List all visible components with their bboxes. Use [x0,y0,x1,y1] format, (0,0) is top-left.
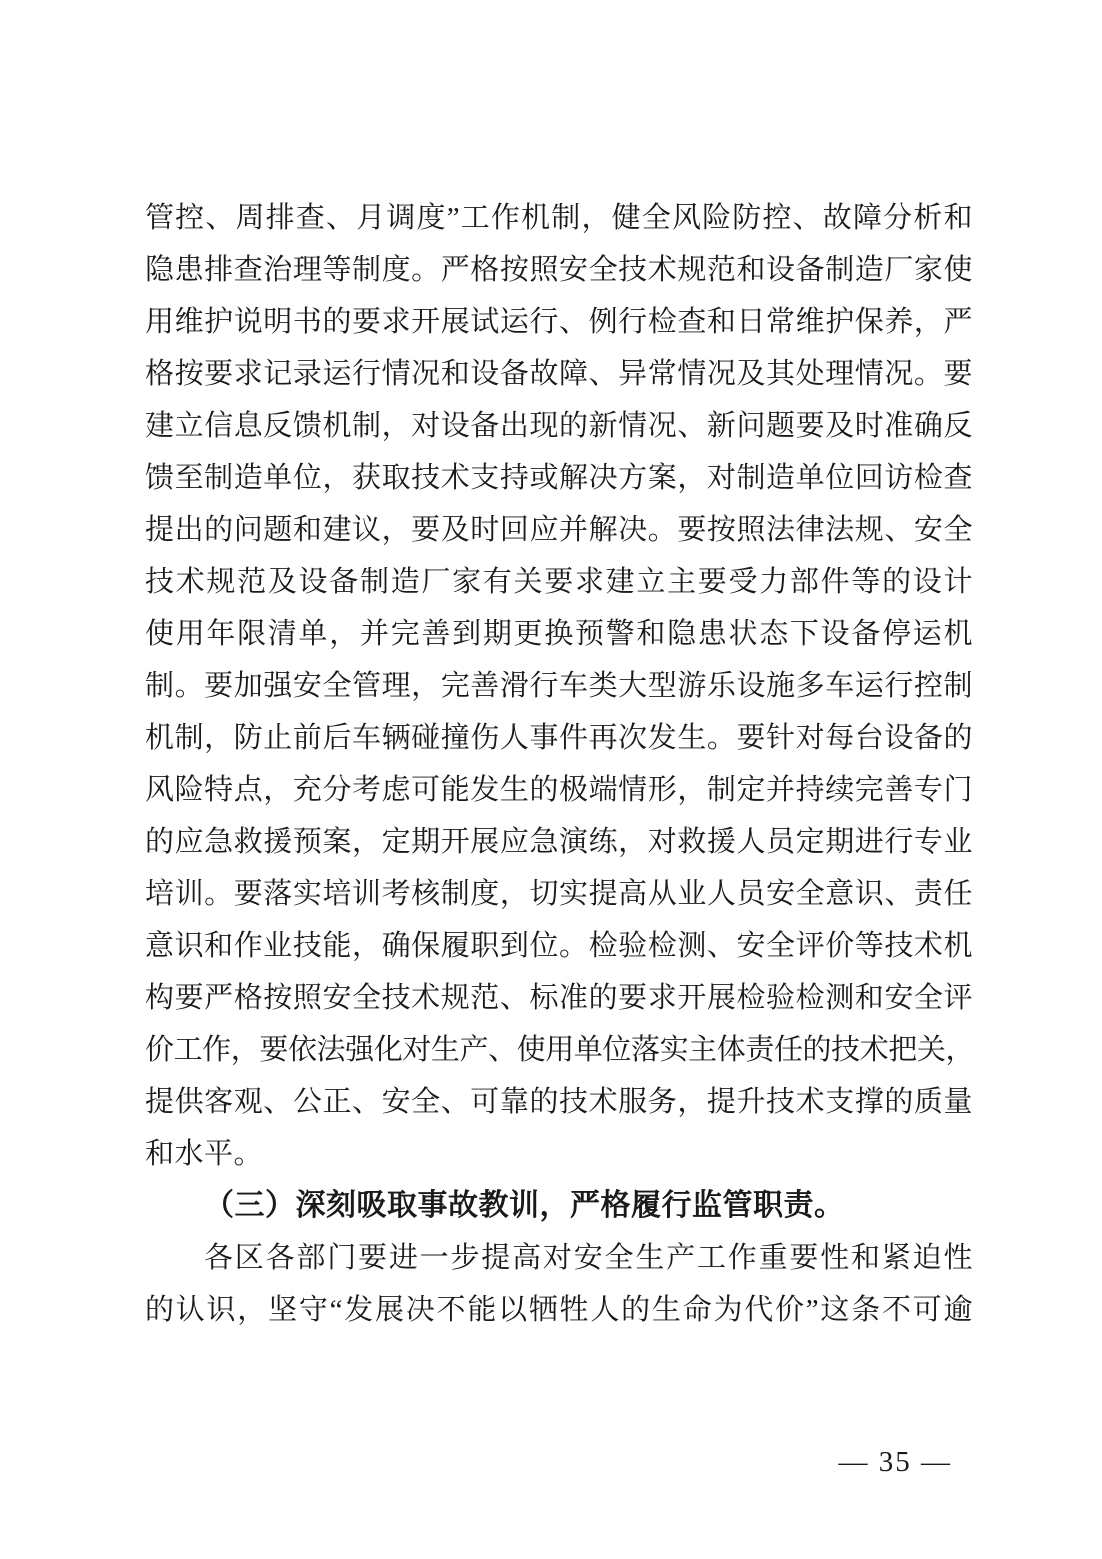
text-line: 培训。要落实培训考核制度，切实提高从业人员安全意识、责任 [145,878,973,910]
text-line: 机制，防止前后车辆碰撞伤人事件再次发生。要针对每台设备的 [145,722,973,754]
text-line: 技术规范及设备制造厂家有关要求建立主要受力部件等的设计 [145,566,973,598]
text-line: 构要严格按照安全技术规范、标准的要求开展检验检测和安全评 [145,982,973,1014]
text-line: 制。要加强安全管理，完善滑行车类大型游乐设施多车运行控制 [145,670,973,702]
document-body [145,192,973,1336]
section-heading: （三）深刻吸取事故教训，严格履行监管职责。 [204,1189,845,1222]
text-line: 的应急救援预案，定期开展应急演练，对救援人员定期进行专业 [145,826,973,858]
text-line: 提供客观、公正、安全、可靠的技术服务，提升技术支撑的质量 [145,1086,973,1118]
text-line: 和水平。 [145,1138,264,1170]
text-line: 意识和作业技能，确保履职到位。检验检测、安全评价等技术机 [145,930,973,962]
page-number: — 35 — [838,1446,952,1478]
text-line: 价工作，要依法强化对生产、使用单位落实主体责任的技术把关， [145,1034,973,1066]
text-line: 隐患排查治理等制度。严格按照安全技术规范和设备制造厂家使 [145,254,973,286]
text-line: 用维护说明书的要求开展试运行、例行检查和日常维护保养，严 [145,306,973,338]
text-line: 使用年限清单，并完善到期更换预警和隐患状态下设备停运机 [145,618,973,650]
text-line: 建立信息反馈机制，对设备出现的新情况、新问题要及时准确反 [145,410,973,442]
text-line: 格按要求记录运行情况和设备故障、异常情况及其处理情况。要 [145,358,973,390]
text-line: 馈至制造单位，获取技术支持或解决方案，对制造单位回访检查 [145,462,973,494]
text-line: 各区各部门要进一步提高对安全生产工作重要性和紧迫性 [204,1242,973,1274]
text-line: 风险特点，充分考虑可能发生的极端情形，制定并持续完善专门 [145,774,973,806]
text-line: 提出的问题和建议，要及时回应并解决。要按照法律法规、安全 [145,514,973,546]
text-line: 管控、周排查、月调度”工作机制，健全风险防控、故障分析和 [145,202,973,234]
text-line: 的认识，坚守“发展决不能以牺牲人的生命为代价”这条不可逾 [145,1294,973,1326]
